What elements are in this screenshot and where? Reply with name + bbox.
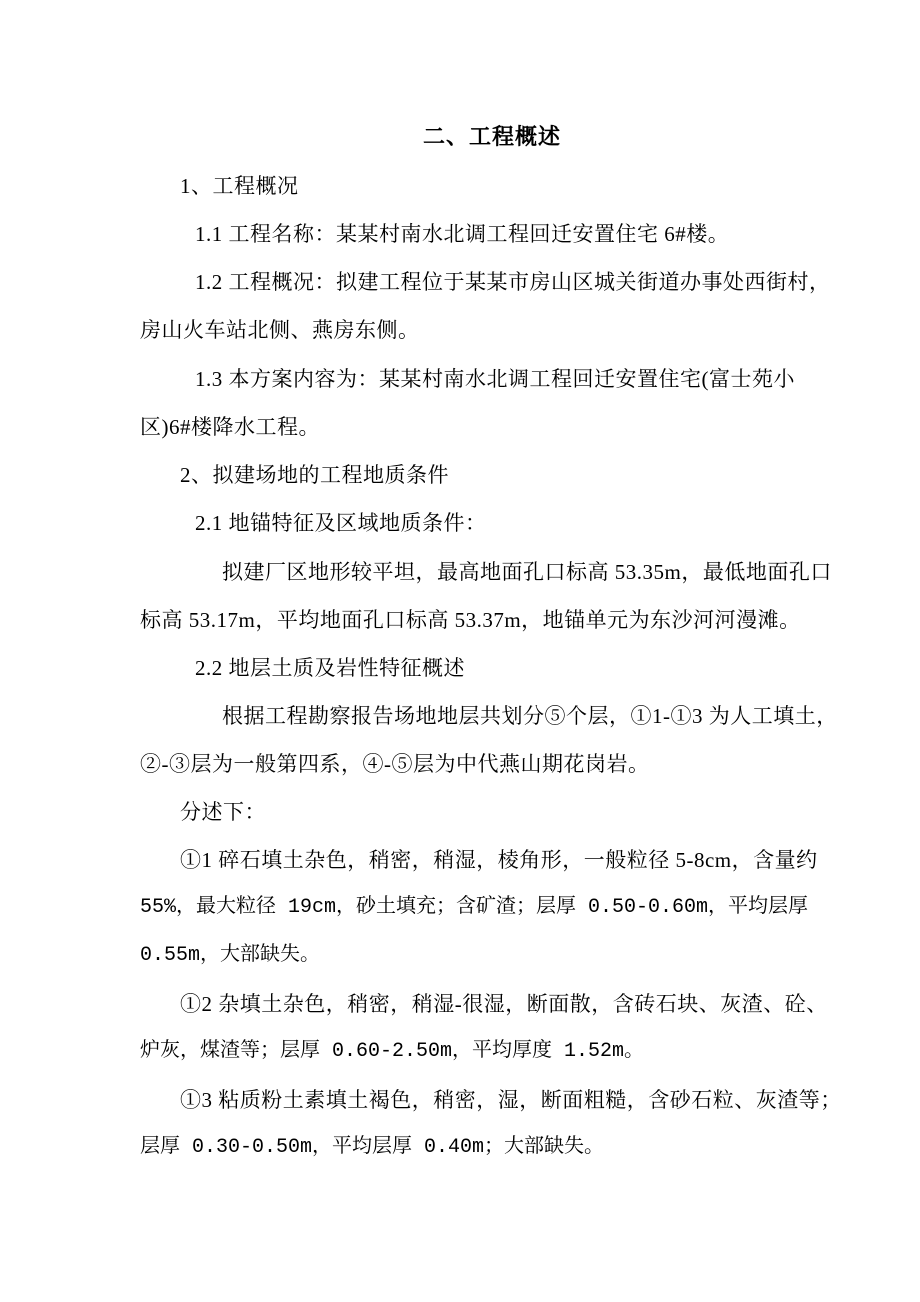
item-1-2-line1: 1.2 工程概况：拟建工程位于某某市房山区城关街道办事处西街村， bbox=[195, 270, 831, 294]
summary-label: 分述下： bbox=[180, 800, 266, 824]
item-1-3-line2: 区)6#楼降水工程。 bbox=[140, 415, 320, 439]
layer-1-3-line1: ①3 粘质粉土素填土褐色，稍密，湿，断面粗糙，含砂石粒、灰渣等； bbox=[180, 1088, 842, 1112]
layer-1-1-line2: 55%，最大粒径 19cm，砂土填充；含矿渣；层厚 0.50-0.60m，平均层厚 bbox=[140, 896, 809, 919]
layer-1-2-line2: 炉灰，煤渣等；层厚 0.60-2.50m，平均厚度 1.52m。 bbox=[140, 1040, 645, 1063]
layer-1-1-line1: ①1 碎石填土杂色，稍密，稍湿，棱角形，一般粒径 5-8cm，含量约 bbox=[180, 848, 818, 872]
section-heading-2: 2、拟建场地的工程地质条件 bbox=[180, 463, 449, 487]
section-heading-1: 1、工程概况 bbox=[180, 174, 299, 198]
paragraph-2-1-line1: 拟建厂区地形较平坦，最高地面孔口标高 53.35m，最低地面孔口 bbox=[222, 560, 832, 584]
subsection-2-1-heading: 2.1 地锚特征及区域地质条件： bbox=[195, 511, 487, 535]
item-1-1: 1.1 工程名称：某某村南水北调工程回迁安置住宅 6#楼。 bbox=[195, 222, 730, 246]
layer-1-2-line1: ①2 杂填土杂色，稍密，稍湿-很湿，断面散，含砖石块、灰渣、砼、 bbox=[180, 992, 828, 1016]
paragraph-2-2-line1: 根据工程勘察报告场地地层共划分⑤个层，①1-①3 为人工填土， bbox=[222, 704, 838, 728]
subsection-2-2-heading: 2.2 地层土质及岩性特征概述 bbox=[195, 656, 465, 680]
paragraph-2-2-line2: ②-③层为一般第四系，④-⑤层为中代燕山期花岗岩。 bbox=[140, 752, 650, 776]
item-1-3-line1: 1.3 本方案内容为：某某村南水北调工程回迁安置住宅(富士苑小 bbox=[195, 367, 795, 391]
page-title: 二、工程概述 bbox=[423, 124, 562, 149]
item-1-2-line2: 房山火车站北侧、燕房东侧。 bbox=[140, 318, 420, 342]
paragraph-2-1-line2: 标高 53.17m，平均地面孔口标高 53.37m，地锚单元为东沙河河漫滩。 bbox=[140, 608, 801, 632]
layer-1-1-line3: 0.55m，大部缺失。 bbox=[140, 944, 321, 967]
layer-1-3-line2: 层厚 0.30-0.50m，平均层厚 0.40m；大部缺失。 bbox=[140, 1136, 605, 1159]
